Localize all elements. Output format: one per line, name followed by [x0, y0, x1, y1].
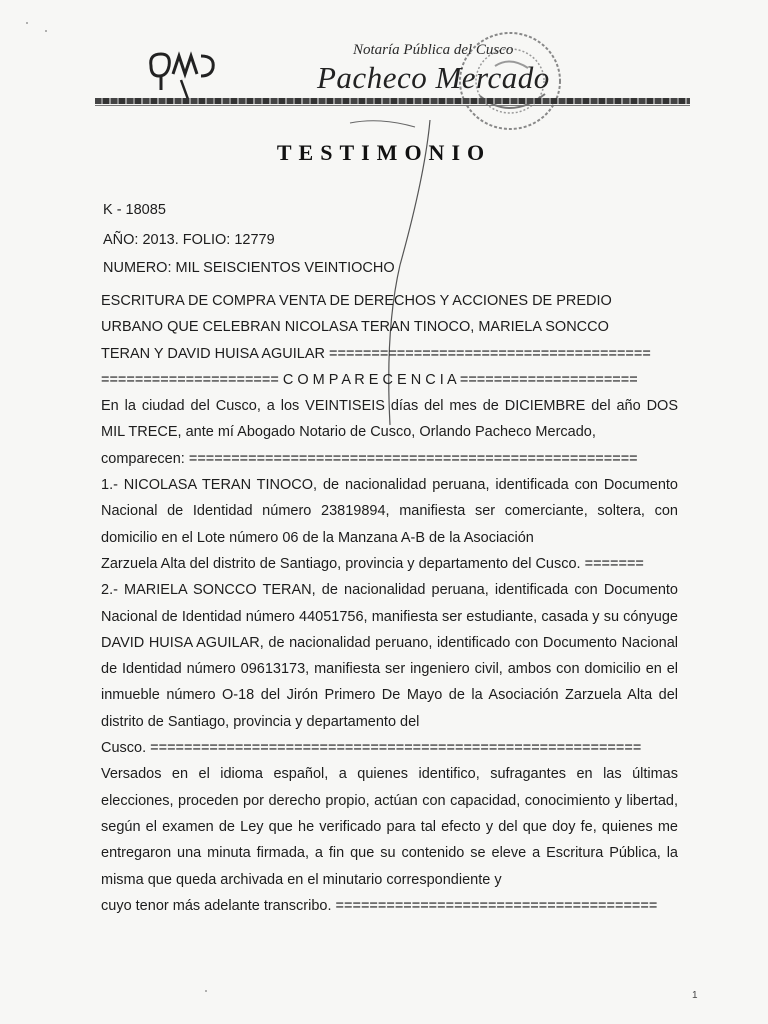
intro-paragraph-end: comparecen: ===================================================== — [101, 450, 638, 467]
scan-speck — [26, 22, 28, 24]
closing-paragraph: Versados en el idioma español, a quienes identifico, sufragantes en las últimas elecciones, proceden por derecho propio, actúan con capacidad, conocimiento y libertad, según el examen de Ley que he verificado para tal efecto y del que doy fe, quienes me entregaron una minuta firmada, a fin que su contenido se eleve a Escritura Pública, la misma que queda archivada en el minutario correspondiente y — [101, 766, 678, 888]
page-number: 1 — [692, 990, 698, 1001]
letterhead-band — [95, 98, 690, 104]
deed-heading-line: URBANO QUE CELEBRAN NICOLASA TERAN TINOCO, MARIELA SONCCO — [101, 319, 609, 336]
year-folio: AÑO: 2013. FOLIO: 12779 — [103, 232, 275, 248]
deed-body — [101, 288, 678, 919]
letterhead-rule — [95, 105, 690, 106]
document-title: TESTIMONIO — [276, 140, 492, 165]
party-1-paragraph-end: Zarzuela Alta del distrito de Santiago, provincia y departamento del Cusco. ======= — [101, 555, 644, 572]
notary-logo-icon — [145, 46, 225, 104]
deed-heading-line: TERAN Y DAVID HUISA AGUILAR ====================================== — [101, 345, 651, 362]
deed-number: NUMERO: MIL SEISCIENTOS VEINTIOCHO — [103, 260, 395, 276]
letterhead-name: Pacheco Mercado — [317, 60, 550, 95]
comparecencia-heading: ===================== C O M P A R E C E N C I A ===================== — [101, 371, 638, 388]
letterhead-subtitle: Notaría Pública del Cusco — [353, 42, 514, 58]
deed-heading-line: ESCRITURA DE COMPRA VENTA DE DERECHOS Y ACCIONES DE PREDIO — [101, 293, 612, 309]
scan-speck — [205, 990, 207, 992]
closing-paragraph-end: cuyo tenor más adelante transcribo. ====================================== — [101, 897, 658, 914]
letterhead — [95, 18, 690, 118]
intro-paragraph: En la ciudad del Cusco, a los VEINTISEIS días del mes de DICIEMBRE del año DOS MIL TRECE, ante mí Abogado Notario de Cusco, Orlando Pacheco Mercado, — [101, 398, 678, 441]
scan-speck — [45, 30, 47, 32]
party-1-paragraph: 1.- NICOLASA TERAN TINOCO, de nacionalidad peruana, identificada con Documento Nacional de Identidad número 23819894, manifiesta ser comerciante, soltera, con domicilio en el Lote número 06 de la Manzana A-B de la Asociación — [101, 477, 678, 546]
party-2-paragraph-end: Cusco. ========================================================== — [101, 740, 642, 757]
kardex-number: K - 18085 — [103, 202, 166, 218]
party-2-paragraph: 2.- MARIELA SONCCO TERAN, de nacionalidad peruana, identificada con Documento Nacional de Identidad número 44051756, manifiesta ser estudiante, casada y su cónyuge DAVID HUISA AGUILAR, de nacionalidad peruano, identificado con Documento Nacional de Identidad número 09613173, manifiesta ser ingeniero civil, ambos con domicilio en el inmueble número O-18 del Jirón Primero De Mayo de la Asociación Zarzuela Alta del distrito de Santiago, provincia y departamento del — [101, 582, 678, 730]
